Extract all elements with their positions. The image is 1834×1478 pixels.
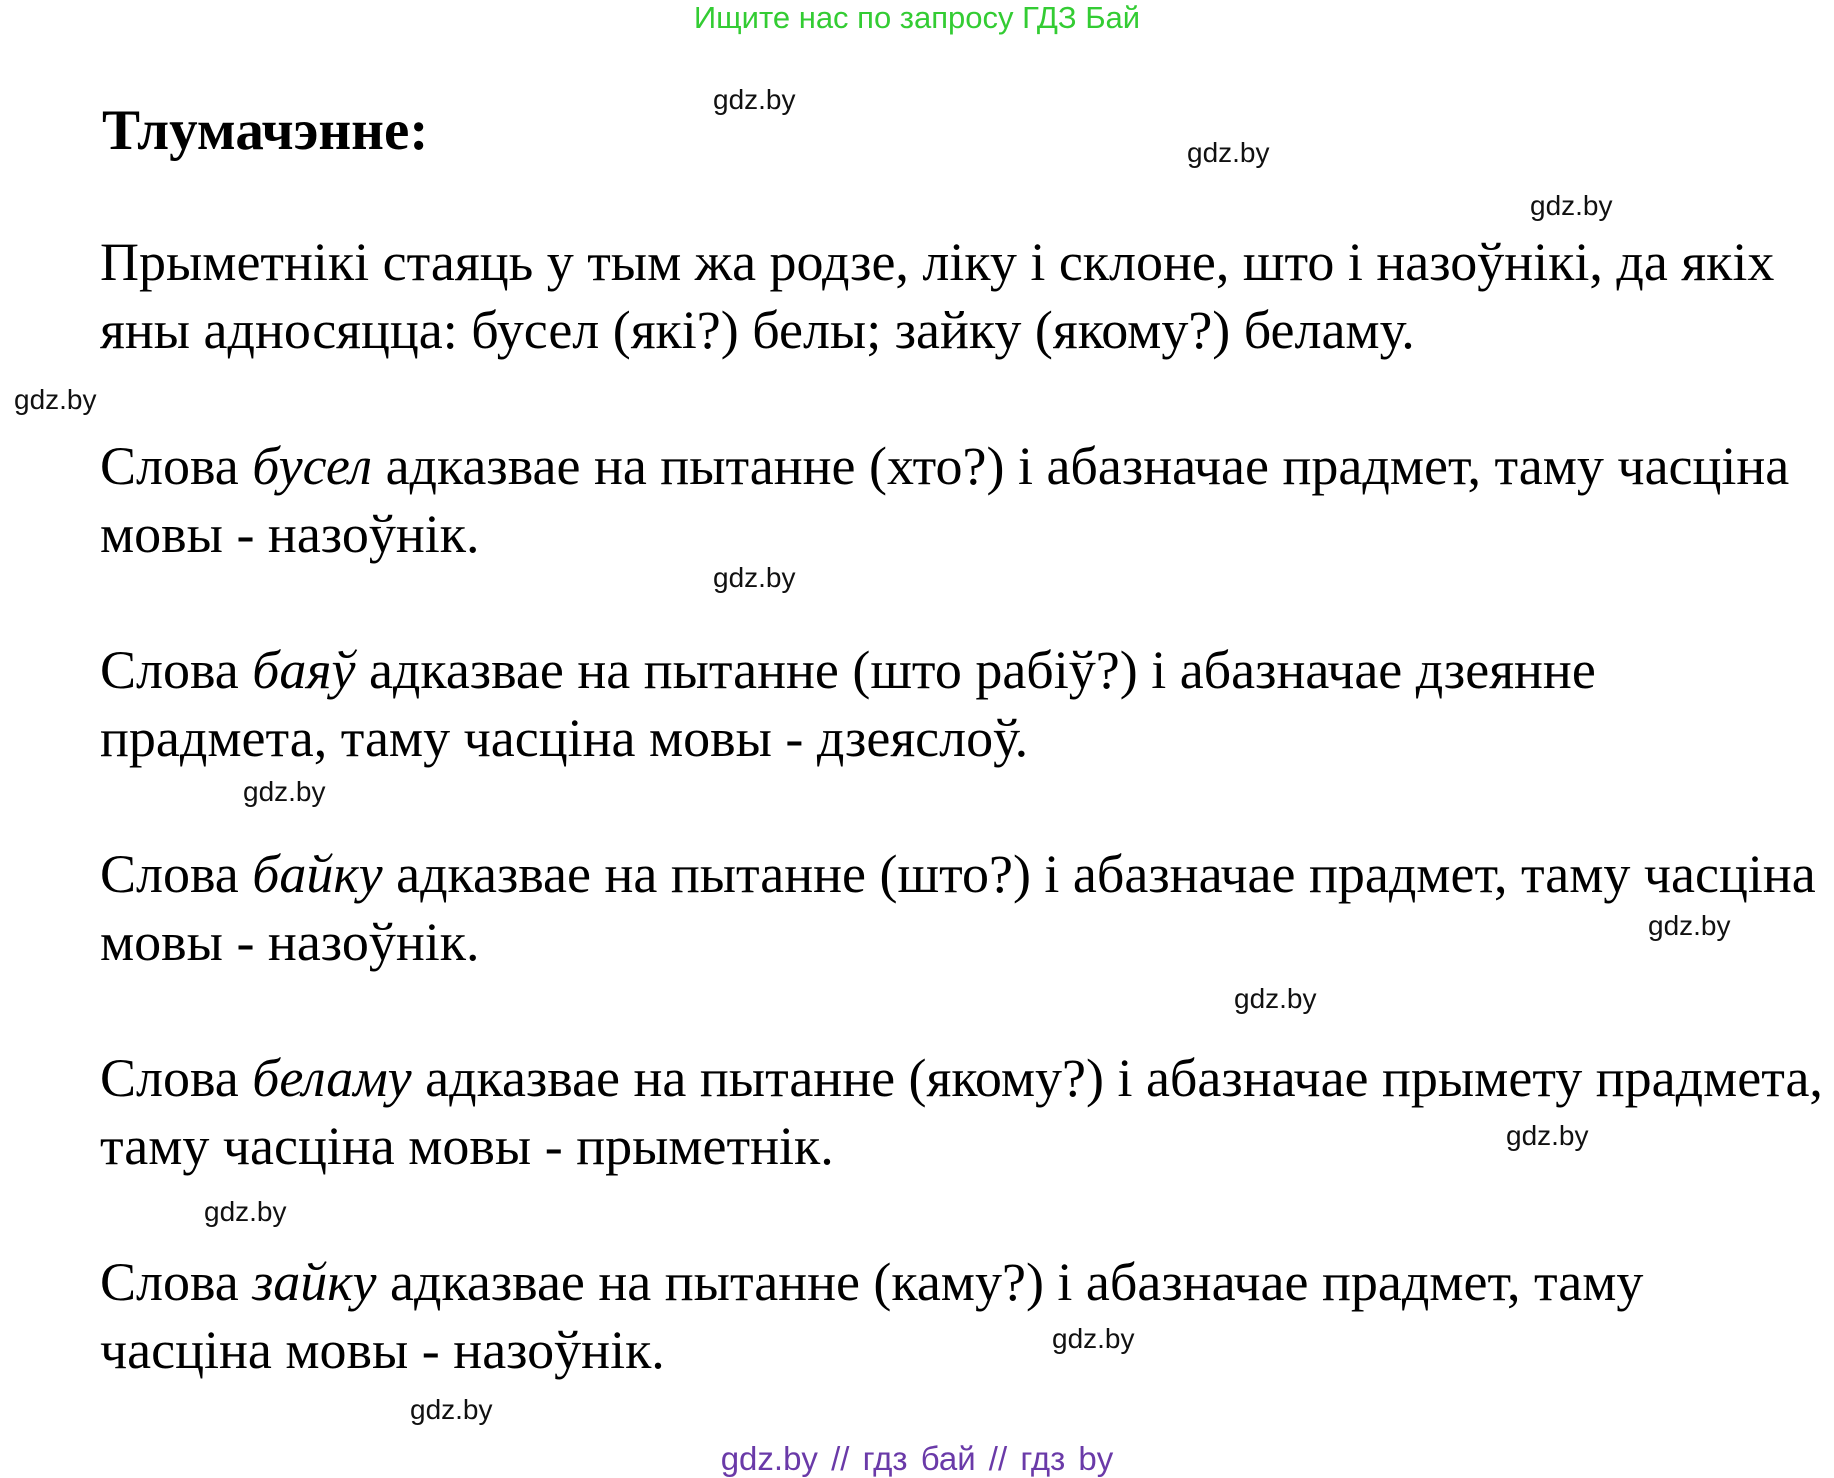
watermark: gdz.by <box>1648 910 1731 941</box>
footer-watermark: gdz.by // гдз бай // гдз by <box>720 1440 1114 1477</box>
paragraph-text: Прыметнікі стаяць у тым жа родзе, ліку і склоне, што і назоўнікі, да якіх яны адносяцца: бусел (які?) белы; зайку (якому?) беламу. <box>100 232 1775 360</box>
paragraph-belamu <box>100 1044 1825 1180</box>
watermark: gdz.by <box>1234 983 1317 1014</box>
paragraph-lead: Слова <box>100 640 253 700</box>
watermark: gdz.by <box>410 1394 493 1425</box>
paragraph-bayau <box>100 636 1825 772</box>
paragraph-adjectives-rule <box>100 228 1825 364</box>
paragraph-word: байку <box>252 844 383 904</box>
paragraph-word: беламу <box>252 1048 412 1108</box>
paragraph-lead: Слова <box>100 1048 253 1108</box>
paragraph-word: зайку <box>252 1252 377 1312</box>
paragraph-lead: Слова <box>100 436 253 496</box>
paragraph-word: баяў <box>252 640 356 700</box>
paragraph-lead: Слова <box>100 1252 253 1312</box>
watermark: gdz.by <box>204 1196 287 1227</box>
watermark: gdz.by <box>713 562 796 593</box>
watermark: gdz.by <box>713 84 796 115</box>
paragraph-word: бусел <box>252 436 373 496</box>
paragraph-lead: Слова <box>100 844 253 904</box>
watermark: gdz.by <box>1187 137 1270 168</box>
paragraph-zajku <box>100 1248 1825 1384</box>
paragraph-rest: адказвае на пытанне (што?) і абазначае прадмет, таму часціна мовы - назоўнік. <box>100 844 1816 972</box>
watermark: gdz.by <box>1052 1323 1135 1354</box>
explanation-heading: Тлумачэнне: <box>102 99 429 162</box>
paragraph-bajku <box>100 840 1825 976</box>
paragraph-rest: адказвае на пытанне (што рабіў?) і абазначае дзеянне прадмета, таму часціна мовы - дзеяслоў. <box>100 640 1596 768</box>
watermark: gdz.by <box>1530 190 1613 221</box>
paragraph-rest: адказвае на пытанне (якому?) і абазначае прымету прадмета, таму часціна мовы - прыметнік. <box>100 1048 1823 1176</box>
paragraph-rest: адказвае на пытанне (хто?) і абазначае прадмет, таму часціна мовы - назоўнік. <box>100 436 1790 564</box>
paragraph-rest: адказвае на пытанне (каму?) і абазначае прадмет, таму часціна мовы - назоўнік. <box>100 1252 1644 1380</box>
top-banner: Ищите нас по запросу ГДЗ Бай <box>693 0 1141 35</box>
paragraph-busel <box>100 432 1825 568</box>
watermark: gdz.by <box>1506 1120 1589 1151</box>
watermark: gdz.by <box>243 776 326 807</box>
watermark: gdz.by <box>14 384 97 415</box>
